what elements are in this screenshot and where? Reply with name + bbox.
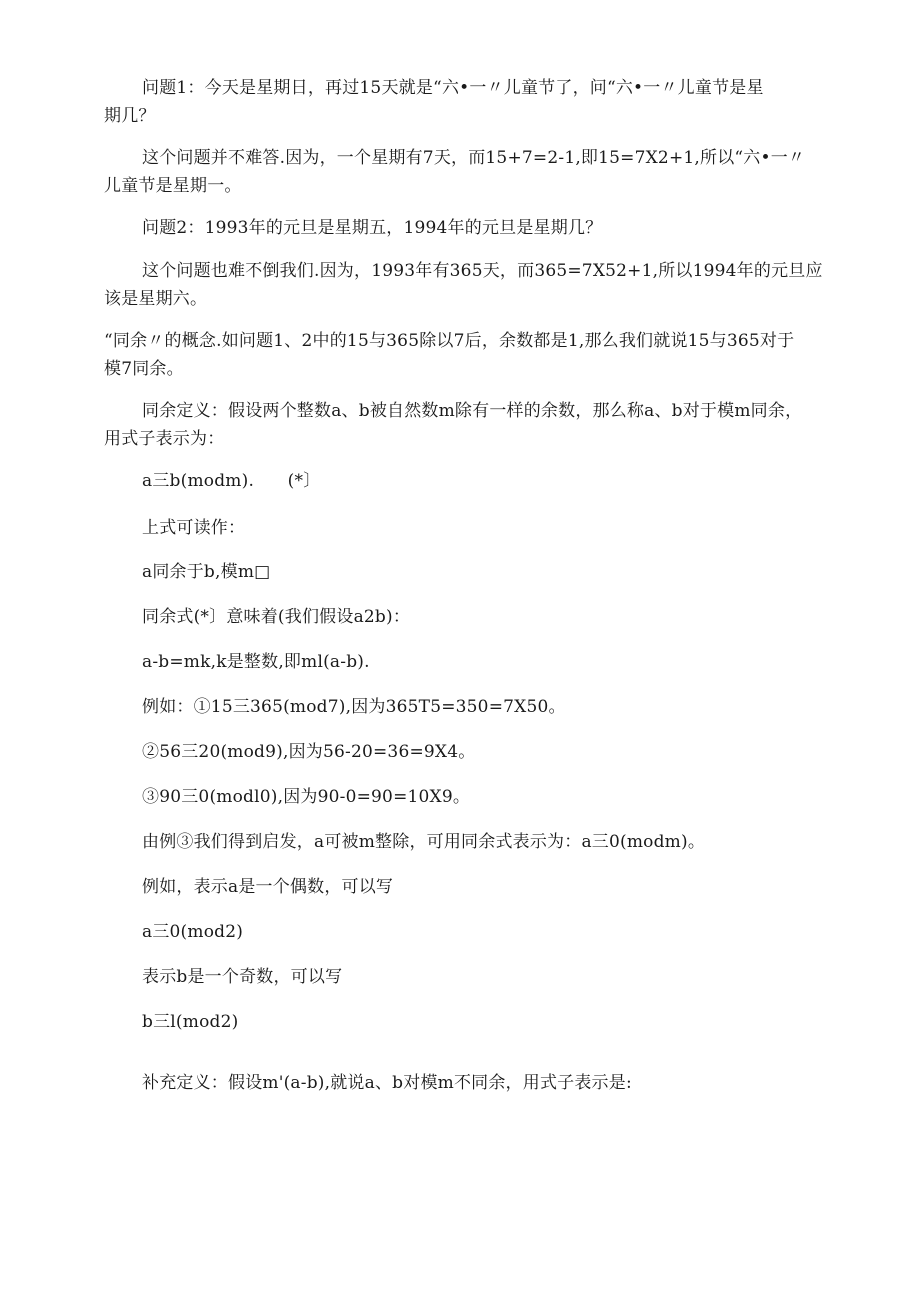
paragraph-1-line-2: 期几？: [104, 106, 156, 126]
paragraph-mk: a-b=mk,k是整数,即ml(a-b).: [142, 652, 370, 672]
paragraph-congruent-to: a同余于b,模m□: [142, 562, 271, 582]
paragraph-meaning: 同余式(*〕意味着(我们假设a2b)：: [142, 607, 411, 627]
paragraph-6-line-1: 同余定义：假设两个整数a、b被自然数m除有一样的余数，那么称a、b对于模m同余，: [142, 401, 803, 421]
paragraph-3: 问题2：1993年的元旦是星期五，1994年的元旦是星期几？: [142, 218, 603, 238]
formula-even: a三0(mod2): [142, 922, 244, 942]
paragraph-inspiration: 由例③我们得到启发，a可被m整除，可用同余式表示为：a三0(modm)。: [142, 832, 706, 852]
paragraph-4-line-1: 这个问题也难不倒我们.因为，1993年有365天，而365=7X52+1,所以1994年的元旦应: [142, 261, 823, 281]
paragraph-even: 例如，表示a是一个偶数，可以写: [142, 877, 394, 897]
paragraph-read-as: 上式可读作：: [142, 518, 246, 538]
paragraph-5-line-2: 模7同余。: [104, 359, 184, 379]
example-1: 例如：①15三365(mod7),因为365T5=350=7X50。: [142, 697, 566, 717]
example-3: ③90三0(modl0),因为90-0=90=10X9。: [142, 787, 471, 807]
paragraph-odd: 表示b是一个奇数，可以写: [142, 967, 343, 987]
paragraph-4-line-2: 该是星期六。: [104, 289, 208, 309]
formula-odd: b三l(mod2): [142, 1012, 239, 1032]
paragraph-supplementary-definition: 补充定义：假设m'(a-b),就说a、b对模m不同余，用式子表示是:: [142, 1073, 632, 1093]
paragraph-5-line-1: “同余〃的概念.如问题1、2中的15与365除以7后，余数都是1,那么我们就说15与365对于: [104, 331, 795, 351]
congruence-formula: a三b(modm). (*〕: [142, 471, 321, 491]
paragraph-2-line-1: 这个问题并不难答.因为，一个星期有7天，而15+7=2-1,即15=7X2+1,所以“六•一〃: [142, 148, 806, 168]
paragraph-2-line-2: 儿童节是星期一。: [104, 176, 242, 196]
example-2: ②56三20(mod9),因为56-20=36=9X4。: [142, 742, 476, 762]
paragraph-6-line-2: 用式子表示为：: [104, 429, 225, 449]
paragraph-1-line-1: 问题1：今天是星期日，再过15天就是“六•一〃儿童节了，问“六•一〃儿童节是星: [142, 78, 764, 98]
